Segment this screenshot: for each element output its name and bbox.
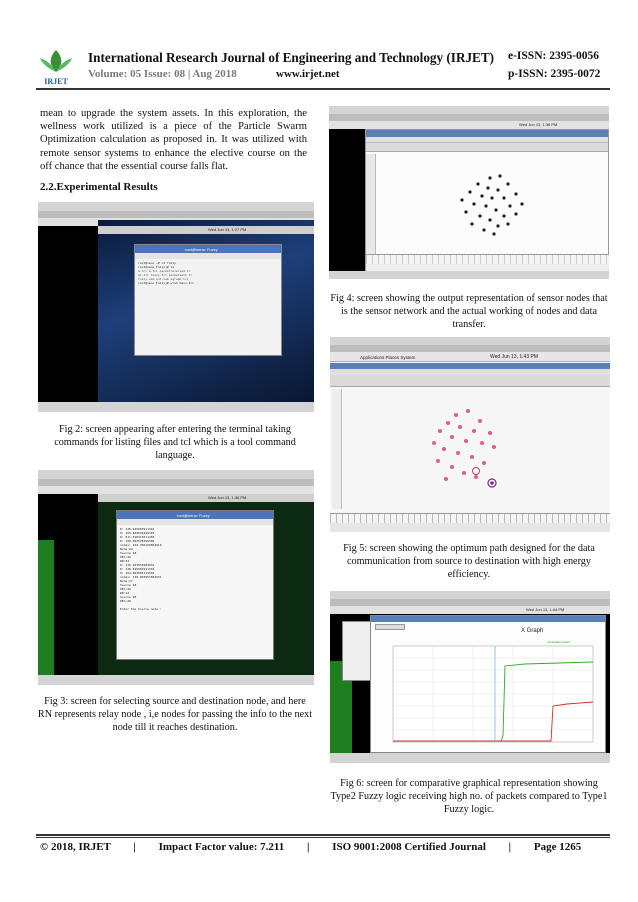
fig4-nam-window bbox=[365, 129, 609, 275]
journal-title: International Research Journal of Engineering and Technology (IRJET) bbox=[88, 50, 495, 65]
fig2-terminal-window: root@neno: Fuzzy root@neno ~# cd fuzzy root@neno Fuzzy]# ls a.tcl b.tcl packetreceived.tr a1.tcl fuzzy.tcl packetsent.tr fuzzy.nam out.nam xgraph.tcl root@neno Fuzzy]# wish main.tcl bbox=[134, 244, 282, 356]
section-heading: 2.2.Experimental Results bbox=[40, 181, 158, 193]
fig6-screenshot bbox=[330, 591, 610, 763]
p-issn: p-ISSN: 2395-0072 bbox=[508, 68, 601, 80]
fig5-caption: Fig 5: screen showing the optimum path designed for the data communication from source to destination with high energy efficiency. bbox=[343, 543, 595, 580]
footer: © 2018, IRJET | Impact Factor value: 7.211 | ISO 9001:2008 Certified Journal | Page 1265 bbox=[40, 841, 582, 853]
fig6-xgraph-window bbox=[370, 615, 606, 753]
fig6-caption: Fig 6: screen for comparative graphical representation showing Type2 Fuzzy logic receiving high no. of packets compared to Type1 Fuzzy logic. bbox=[330, 778, 608, 815]
footer-page-number: Page 1265 bbox=[533, 841, 582, 853]
fig4-screenshot bbox=[329, 106, 609, 279]
footer-impact-factor: Impact Factor value: 7.211 bbox=[158, 841, 285, 853]
fig4-sensor-network bbox=[378, 154, 606, 254]
journal-website-link[interactable]: www.irjet.net bbox=[276, 68, 340, 80]
fig3-terminal-window: root@neno: Fuzzy D: 136.949903911391 D: 165.849039449303 D: 011.490415011403 D: 108.003578396300 nodes: 102.766160604910 Node:24 Source 28 DES:29 RN:24 D: 136.903953684931 D: 138.849903911391 D: 164.863903744594 nodes: 130.003953684931 Node:17 Source 28 DES:29 RN:12 Source 28 DES:29 Enter the Source node : bbox=[116, 510, 274, 660]
fig6-graph-title: X Graph bbox=[521, 628, 544, 634]
intro-paragraph: mean to upgrade the system assets. In this exploration, the wellness work utilized is a piece of the Particle Swarm Optimization calculation as proposed in. It was utilized with remote sensor systems to enhance the elective course on the off chance that the essential course falls flat. bbox=[40, 108, 307, 172]
footer-iso: ISO 9001:2008 Certified Journal bbox=[332, 841, 486, 853]
fig6-graph bbox=[375, 636, 603, 750]
footer-copyright: © 2018, IRJET bbox=[40, 841, 111, 853]
fig3-screenshot bbox=[38, 470, 314, 685]
fig6-legend-1: packetReceived4 bbox=[547, 640, 571, 644]
logo-text: IRJET bbox=[44, 77, 68, 86]
irjet-logo bbox=[36, 46, 76, 86]
fig4-caption: Fig 4: screen showing the output representation of sensor nodes that is the sensor network and the actual working of nodes and data transfer. bbox=[330, 293, 608, 330]
fig2-terminal-title: root@neno: Fuzzy bbox=[185, 247, 218, 252]
footer-rule bbox=[36, 834, 610, 836]
fig6-clock: Wed Jun 13, 1:44 PM bbox=[526, 607, 565, 612]
fig3-terminal-title: root@neno: Fuzzy bbox=[177, 513, 210, 518]
fig3-caption: Fig 3: screen for selecting source and destination node, and here RN represents relay node , i,e nodes for passing the info to the next node till it reaches destination. bbox=[37, 696, 313, 733]
fig5-screenshot bbox=[330, 337, 610, 532]
fig5-optimum-path bbox=[344, 389, 604, 511]
fig3-prompt: Enter the Source node : bbox=[120, 607, 162, 611]
fig2-caption: Fig 2: screen appearing after entering the terminal taking commands for listing files and tcl which is a tool command language. bbox=[54, 424, 296, 461]
e-issn: e-ISSN: 2395-0056 bbox=[508, 50, 600, 62]
footer-rule-thin bbox=[36, 837, 610, 838]
fig2-clock: Wed Jun 13, 1:27 PM bbox=[208, 227, 247, 232]
fig4-clock: Wed Jun 13, 1:38 PM bbox=[519, 122, 558, 127]
header-rule bbox=[36, 88, 610, 90]
fig5-apps-menu[interactable]: Applications Places System bbox=[360, 355, 416, 360]
fig2-screenshot bbox=[38, 202, 314, 412]
volume-issue: Volume: 05 Issue: 08 | Aug 2018 bbox=[88, 68, 237, 80]
fig3-clock: Wed Jun 13, 1:36 PM bbox=[208, 495, 247, 500]
fig5-clock: Wed Jun 13, 1:43 PM bbox=[490, 354, 538, 360]
